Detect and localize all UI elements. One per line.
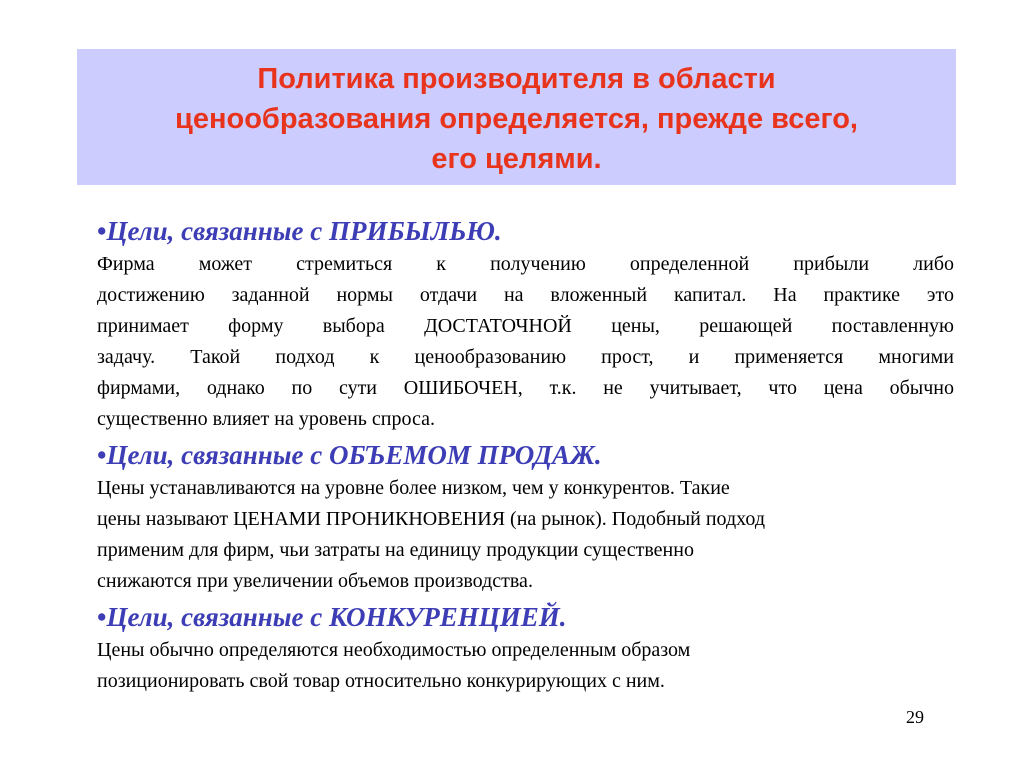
section-heading-profit bbox=[97, 213, 954, 249]
paragraph-line: позиционировать свой товар относительно конкурирующих с ним. bbox=[97, 670, 665, 692]
section-heading-competition bbox=[97, 599, 954, 635]
paragraph-line: Фирма может стремиться к получению определенной прибыли либо bbox=[97, 253, 954, 275]
paragraph-line: принимает форму выбора ДОСТАТОЧНОЙ цены, решающей поставленную bbox=[97, 315, 954, 337]
section-heading-text: Цели, связанные с КОНКУРЕНЦИЕЙ. bbox=[106, 602, 567, 632]
section-paragraph-sales-volume bbox=[97, 473, 954, 597]
section-paragraph-profit bbox=[97, 249, 954, 435]
paragraph-line: существенно влияет на уровень спроса. bbox=[97, 408, 435, 430]
paragraph-line: фирмами, однако по сути ОШИБОЧЕН, т.к. не учитывает, что цена обычно bbox=[97, 377, 954, 399]
page-number: 29 bbox=[906, 707, 924, 727]
paragraph-line: задачу. Такой подход к ценообразованию прост, и применяется многими bbox=[97, 346, 954, 368]
paragraph-line: Цены устанавливаются на уровне более низком, чем у конкурентов. Такие bbox=[97, 477, 730, 499]
bullet-icon: • bbox=[97, 602, 107, 632]
section-heading-text: Цели, связанные с ПРИБЫЛЬЮ. bbox=[106, 216, 502, 246]
paragraph-line: достижению заданной нормы отдачи на вложенный капитал. На практике это bbox=[97, 284, 954, 306]
slide-title-line-1: Политика производителя в области bbox=[257, 63, 776, 95]
bullet-icon: • bbox=[97, 216, 107, 246]
paragraph-line: применим для фирм, чьи затраты на единицу продукции существенно bbox=[97, 539, 694, 561]
section-heading-sales-volume bbox=[97, 437, 954, 473]
paragraph-line: снижаются при увеличении объемов производства. bbox=[97, 570, 533, 592]
paragraph-line: Цены обычно определяются необходимостью определенным образом bbox=[97, 639, 691, 661]
slide-title-line-2: ценообразования определяется, прежде всего, bbox=[175, 103, 858, 135]
slide-title-box bbox=[77, 49, 956, 185]
slide-body bbox=[97, 213, 954, 697]
paragraph-line: цены называют ЦЕНАМИ ПРОНИКНОВЕНИЯ (на рынок). Подобный подход bbox=[97, 508, 765, 530]
section-heading-text: Цели, связанные с ОБЪЕМОМ ПРОДАЖ. bbox=[106, 440, 602, 470]
bullet-icon: • bbox=[97, 440, 107, 470]
slide-title-line-3: его целями. bbox=[431, 143, 602, 175]
section-paragraph-competition bbox=[97, 635, 954, 697]
